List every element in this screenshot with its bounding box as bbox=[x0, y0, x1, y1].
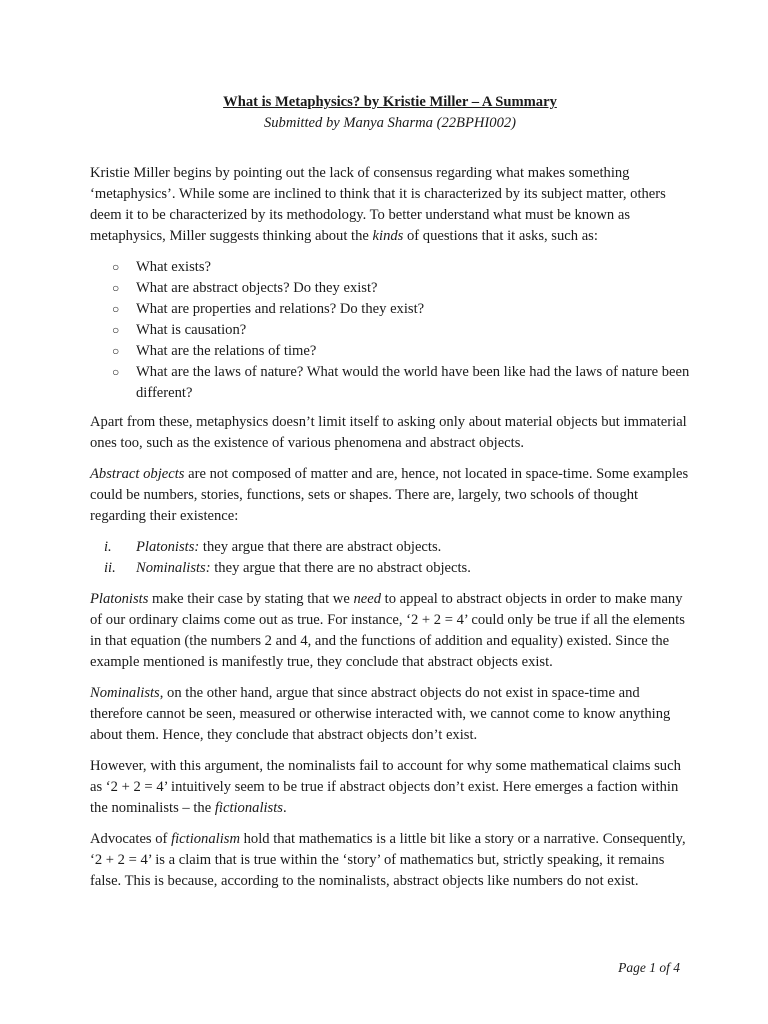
paragraph-platonists bbox=[90, 589, 690, 673]
emphasis: Platonists: bbox=[136, 539, 200, 555]
text-run: to appeal to abstract objects in order to make many of our ordinary claims come out as true. For instance, ‘2 + 2 = 4’ could only be true if all the elements in that equation (the numbers 2 and 4, and the functions of addition and equality) existed. Since the example mentioned is manifestly true, they conclude that abstract objects exist. bbox=[90, 591, 685, 670]
paragraph-fictionalism bbox=[90, 829, 690, 892]
text-run: However, with this argument, the nominalists fail to account for why some mathematical claims such as ‘2 + 2 = 4’ intuitively seem to be true if abstract objects don’t exist. Here emerges a faction within the nominalists – the bbox=[90, 758, 681, 816]
document-subtitle: Submitted by Manya Sharma (22BPHI002) bbox=[263, 115, 517, 131]
text-run: , on the other hand, argue that since abstract objects do not exist in space-time and therefore cannot be seen, measured or otherwise interacted with, we cannot come to know anything about them. Hence, they conclude that abstract objects don’t exist. bbox=[90, 685, 671, 743]
list-item: ○ What are abstract objects? Do they exist? bbox=[112, 278, 690, 299]
text-run: Advocates of bbox=[90, 831, 172, 847]
paragraph-intro bbox=[90, 163, 690, 247]
document-title: What is Metaphysics? by Kristie Miller – A Summary bbox=[223, 94, 557, 110]
paragraph-abstract-objects bbox=[90, 464, 690, 527]
text-run: . bbox=[282, 800, 287, 816]
list-item: ○ What are the relations of time? bbox=[112, 341, 690, 362]
paragraph-however bbox=[90, 756, 690, 819]
emphasis: fictionalism bbox=[171, 831, 240, 847]
text-run: they argue that there are abstract objects. bbox=[199, 539, 442, 555]
paragraph-apart: Apart from these, metaphysics doesn’t limit itself to asking only about material objects but immaterial ones too, such as the existence of various phenomena and abstract objects. bbox=[90, 414, 687, 451]
text-run: are not composed of matter and are, hence, not located in space-time. Some examples could be numbers, stories, functions, sets or shapes. There are, largely, two schools of thought regarding their existence: bbox=[90, 466, 689, 524]
text-run: make their case by stating that we bbox=[148, 591, 354, 607]
emphasis: Nominalists bbox=[90, 685, 160, 701]
emphasis: kinds bbox=[372, 228, 404, 244]
question-list bbox=[90, 257, 690, 404]
list-item bbox=[104, 558, 690, 579]
list-item: ○ What exists? bbox=[112, 257, 690, 278]
list-item: ○ What is causation? bbox=[112, 320, 690, 341]
schools-list bbox=[90, 537, 690, 579]
emphasis: Abstract objects bbox=[90, 466, 185, 482]
list-item bbox=[104, 537, 690, 558]
text-run: Kristie Miller begins by pointing out the lack of consensus regarding what makes something ‘metaphysics’. While some are inclined to think that it is characterized by its subject matter, others deem it to be characterized by its methodology. To better understand what must be known as metaphysics, Miller suggests thinking about the bbox=[90, 165, 666, 244]
list-number: i. bbox=[104, 539, 112, 555]
text-run: they argue that there are no abstract objects. bbox=[210, 560, 471, 576]
emphasis: fictionalists bbox=[214, 800, 283, 816]
emphasis: Nominalists: bbox=[136, 560, 211, 576]
emphasis: need bbox=[353, 591, 382, 607]
list-item: ○ What are the laws of nature? What would the world have been like had the laws of nature been different? bbox=[112, 362, 690, 404]
page-number: Page 1 of 4 bbox=[618, 960, 680, 975]
text-run: of questions that it asks, such as: bbox=[403, 228, 598, 244]
emphasis: Platonists bbox=[90, 591, 149, 607]
list-item: ○ What are properties and relations? Do they exist? bbox=[112, 299, 690, 320]
document-page bbox=[90, 92, 690, 902]
paragraph-nominalists bbox=[90, 683, 690, 746]
text-run: hold that mathematics is a little bit like a story or a narrative. Consequently, ‘2 + 2 = 4’ is a claim that is true within the ‘story’ of mathematics but, strictly speaking, it remains false. This is because, according to the nominalists, abstract objects like numbers do not exist. bbox=[90, 831, 686, 889]
list-number: ii. bbox=[104, 560, 116, 576]
